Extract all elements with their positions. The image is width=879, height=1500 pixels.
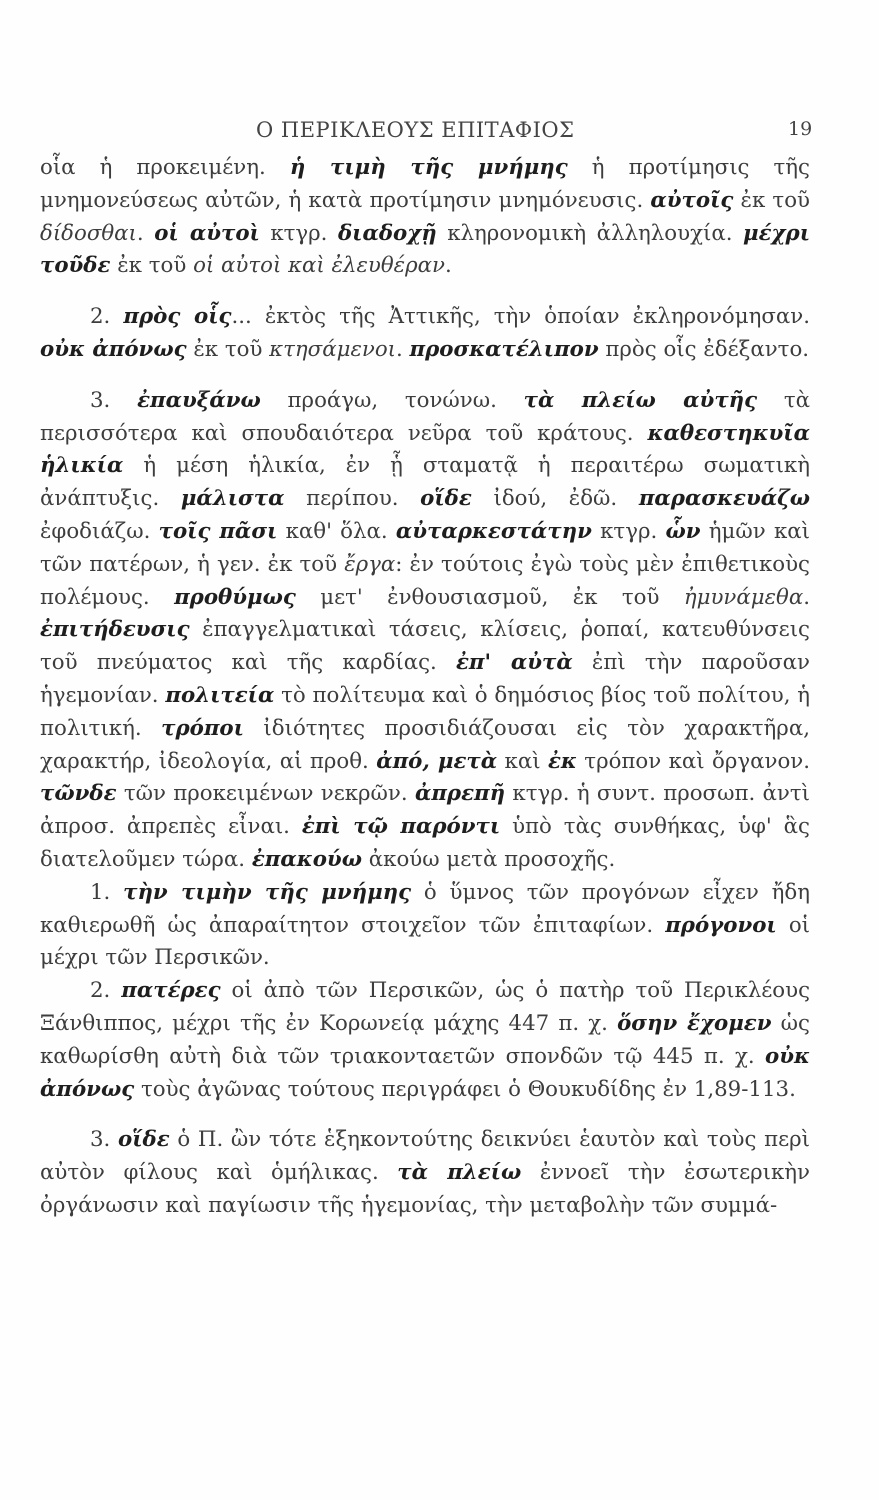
headword: οἱ αὐτοὶ — [154, 220, 260, 246]
gloss-text: τὸ πολίτευμα καὶ ὁ δημόσιος βίος τοῦ πολίτου, ἡ πολιτική. — [40, 682, 811, 741]
gloss-text: προάγω, τονώνω. — [260, 387, 524, 413]
cited-phrase: ἔργα — [344, 551, 396, 577]
page-number: 19 — [788, 118, 813, 140]
gloss-text: οἷα ἡ προκειμένη. — [40, 155, 290, 180]
headword: ἐπακούω — [251, 846, 362, 872]
gloss-text: οἱ μέχρι τῶν Περσικῶν. — [40, 912, 810, 971]
gloss-text: κτγρ. — [259, 220, 338, 246]
gloss-text: ἰδιότητες προσιδιάζουσαι εἰς τὸν χαρακτῆρα, χαρακτήρ, ἰδεολογία, αἱ προθ. — [40, 715, 810, 774]
headword: ἐπ' αὐτὰ — [455, 650, 573, 676]
headword: παρασκευάζω — [638, 486, 811, 512]
headword: πατέρες — [121, 978, 221, 1004]
headword: οἵδε — [420, 486, 472, 512]
gloss-text: ... ἐκτὸς τῆς Ἀττικῆς, τὴν ὁποίαν ἐκληρονόμησαν. — [231, 304, 810, 330]
headword: μέχρι τοῦδε — [40, 220, 810, 279]
paragraph — [40, 152, 810, 283]
headword: τοῖς πᾶσι — [158, 518, 278, 544]
headword: ἐκ — [547, 748, 577, 774]
paragraph — [40, 877, 810, 975]
headword: πρόγονοι — [665, 912, 777, 938]
headword: ἡ τιμὴ τῆς μνήμης — [289, 155, 568, 180]
gloss-text: 3. — [90, 1127, 119, 1153]
gloss-text: : ἐν τούτοις ἐγὼ τοὺς μὲν ἐπιθετικοὺς πολέμους. — [40, 551, 810, 610]
headword: τὰ πλείω — [397, 1160, 522, 1186]
gloss-text: 2. — [90, 304, 124, 330]
headword: πολιτεία — [165, 682, 275, 708]
page-header — [0, 118, 879, 148]
paragraph — [40, 385, 810, 877]
gloss-text: ἐφοδιάζω. — [40, 518, 159, 544]
gloss-text: ἡμῶν καὶ τῶν πατέρων, ἡ γεν. ἐκ τοῦ — [40, 518, 810, 577]
gloss-text: 3. — [90, 387, 138, 413]
paragraph — [40, 975, 810, 1106]
gloss-text: ἀκούω μετὰ προσοχῆς. — [361, 846, 616, 872]
gloss-text: κτγρ. ἡ συντ. προσωπ. ἀντὶ ἀπροσ. ἀπρεπὲς εἶναι. — [40, 781, 811, 840]
headword: ἀπό, μετὰ — [376, 748, 498, 774]
headword: διαδοχῇ — [337, 220, 437, 246]
gloss-text: τὰ περισσότερα καὶ σπουδαιότερα νεῦρα τοῦ κράτους. — [40, 387, 811, 446]
gloss-text: ἰδού, ἐδῶ. — [471, 486, 639, 512]
headword: τρόποι — [161, 715, 244, 741]
gloss-text: ὡς καθωρίσθη αὐτὴ διὰ τῶν τριακονταετῶν σπονδῶν τῷ 445 π. χ. — [40, 1010, 810, 1069]
headword: ἐπὶ τῷ παρόντι — [301, 814, 501, 840]
gloss-text: τρόπον καὶ ὄργανον. — [576, 748, 810, 774]
gloss-text: κτγρ. — [591, 518, 666, 544]
gloss-text: ἐκ τοῦ — [110, 253, 194, 279]
gloss-text: ἡ μέση ἡλικία, ἐν ᾗ σταματᾷ ἡ περαιτέρω σωματικὴ ἀνάπτυξις. — [40, 453, 810, 512]
running-title: Ο ΠΕΡΙΚΛΕΟΥΣ ΕΠΙΤΑΦΙΟΣ — [256, 118, 575, 142]
cited-phrase: ἠμυνάμεθα — [683, 584, 804, 610]
gloss-text: καθ' ὅλα. — [277, 518, 396, 544]
headword: καθεστηκυῖα ἡλικία — [40, 420, 810, 479]
headword: ἀπρεπῆ — [414, 781, 506, 807]
gloss-text: ἐπαγγελματικαὶ τάσεις, κλίσεις, ῥοπαί, κατευθύνσεις τοῦ πνεύματος καὶ τῆς καρδίας. — [40, 617, 810, 676]
gloss-text: . — [136, 220, 155, 246]
commentary-text — [40, 152, 810, 1223]
gloss-text: τῶν προκειμένων νεκρῶν. — [116, 781, 415, 807]
gloss-text: ἡ προτίμησις τῆς μνημονεύσεως αὐτῶν, ἡ κατὰ προτίμησιν μνημόνευσις. — [40, 155, 810, 213]
gloss-text: περίπου. — [284, 486, 421, 512]
gloss-text: ὁ Π. ὢν τότε ἑξηκοντούτης δεικνύει ἑαυτὸν καὶ τοὺς περὶ αὐτὸν φίλους καὶ ὁμήλικας. — [40, 1127, 810, 1186]
headword: ὅσην ἔχομεν — [617, 1010, 772, 1036]
headword: αὐταρκεστάτην — [395, 518, 592, 544]
headword: οὐκ ἀπόνως — [40, 1043, 810, 1102]
gloss-text: . — [803, 584, 810, 610]
gloss-text: οἱ ἀπὸ τῶν Περσικῶν, ὡς ὁ πατὴρ τοῦ Περικλέους Ξάνθιππος, μέχρι τῆς ἐν Κορωνείᾳ μάχης 447 π. χ. — [40, 978, 811, 1036]
gloss-text: ἐκ τοῦ — [186, 336, 270, 362]
paragraph — [40, 301, 810, 367]
gloss-text: 1. — [90, 879, 124, 905]
headword: αὐτοῖς — [650, 187, 734, 213]
gloss-text: . — [444, 253, 452, 279]
gloss-text: ἐπὶ τὴν παροῦσαν ἡγεμονίαν. — [40, 650, 810, 708]
headword: μάλιστα — [180, 486, 285, 512]
gloss-text: ἐννοεῖ τὴν ἐσωτερικὴν ὀργάνωσιν καὶ παγίωσιν τῆς ἡγεμονίας, τὴν μεταβολὴν τῶν συμμά- — [40, 1160, 810, 1218]
gloss-text: ἐκ τοῦ — [733, 187, 810, 213]
headword: τῶνδε — [40, 781, 117, 807]
gloss-text: πρὸς οἷς ἐδέξαντο. — [598, 336, 810, 362]
headword: ὧν — [665, 518, 701, 544]
headword: ἐπαυξάνω — [137, 387, 261, 413]
gloss-text: καὶ — [497, 748, 548, 774]
gloss-text: 2. — [90, 978, 122, 1004]
paragraph — [40, 1124, 810, 1222]
cited-phrase: κτησάμενοι — [269, 336, 396, 362]
headword: προθύμως — [174, 584, 296, 610]
headword: τὴν τιμὴν τῆς μνήμης — [123, 879, 412, 905]
gloss-text: . — [396, 336, 410, 362]
headword: ἐπιτήδευσις — [40, 617, 190, 643]
cited-phrase: οἱ αὐτοὶ καὶ ἐλευθέραν — [193, 253, 445, 279]
headword: τὰ πλείω αὐτῆς — [523, 387, 758, 413]
headword: προσκατέλιπον — [409, 336, 599, 362]
cited-phrase: δίδοσθαι — [40, 220, 137, 246]
gloss-text: τοὺς ἀγῶνας τούτους περιγράφει ὁ Θουκυδίδης ἐν 1,89-113. — [134, 1076, 796, 1102]
headword: πρὸς οἷς — [123, 304, 232, 330]
gloss-text: ὑπὸ τὰς συνθήκας, ὑφ' ἃς διατελοῦμεν τώρα. — [40, 814, 810, 872]
headword: οὐκ ἀπόνως — [40, 336, 187, 362]
headword: οἵδε — [118, 1127, 170, 1153]
gloss-text: ὁ ὕμνος τῶν προγόνων εἶχεν ἤδη καθιερωθῆ ὡς ἀπαραίτητον στοιχεῖον τῶν ἐπιταφίων. — [40, 879, 810, 938]
gloss-text: μετ' ἐνθουσιασμοῦ, ἐκ τοῦ — [295, 584, 684, 610]
gloss-text: κληρονομικὴ ἀλληλουχία. — [436, 220, 743, 246]
